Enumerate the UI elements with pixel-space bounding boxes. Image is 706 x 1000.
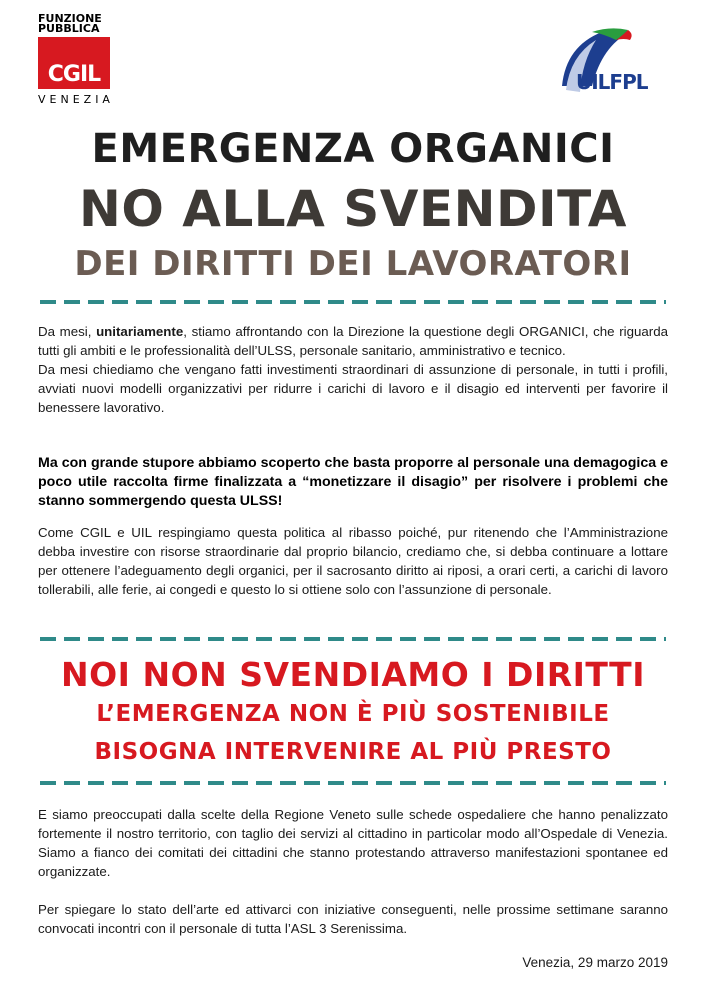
divider-dash xyxy=(256,637,272,641)
divider-dash xyxy=(64,637,80,641)
cgil-logo xyxy=(38,14,112,114)
divider-dash xyxy=(472,637,488,641)
divider-dash xyxy=(256,300,272,304)
divider-dash xyxy=(376,781,392,785)
divider-dash xyxy=(160,781,176,785)
divider-dash xyxy=(136,300,152,304)
divider-dash xyxy=(352,637,368,641)
divider-dash xyxy=(40,300,56,304)
divider-dash xyxy=(544,300,560,304)
divider-dash xyxy=(400,637,416,641)
paragraph-5: Per spiegare lo stato dell’arte ed attivarci con iniziative conseguenti, nelle prossime settimane saranno convocati incontri con il personale di tutta l’ASL 3 Serenissima. xyxy=(38,902,668,936)
divider-dash xyxy=(424,300,440,304)
divider-dash xyxy=(424,781,440,785)
divider-dash xyxy=(136,781,152,785)
divider-dash xyxy=(184,637,200,641)
paragraph-3: Come CGIL e UIL respingiamo questa politica al ribasso poiché, pur ritenendo che l’Amministrazione debba investire con risorse straordinarie dal proprio bilancio, crediamo che, si debba continuare a lottare per ottenere l’adeguamento degli organici, per il sacrosanto diritto ai riposi, a orari certi, a carichi di lavoro tollerabili, alle ferie, ai congedi e questo lo si ottiene solo con l’assunzione di personale. xyxy=(38,525,668,597)
divider-dash xyxy=(424,637,440,641)
paragraph-4: E siamo preoccupati dalla scelte della Regione Veneto sulle schede ospedaliere che hanno penalizzato fortemente il nostro territorio, con taglio dei servizi al cittadino in particolar modo all’Ospedale di Venezia. Siamo a fianco dei comitati dei cittadini che stanno protestando attraverso manifestazioni spontanee ed organizzate. xyxy=(38,807,668,879)
paragraph-1-before: Da mesi, xyxy=(38,324,97,339)
divider-dash xyxy=(64,300,80,304)
divider-dash xyxy=(184,300,200,304)
divider-dash xyxy=(160,637,176,641)
divider-dash xyxy=(448,300,464,304)
divider-dash xyxy=(184,781,200,785)
divider-dash xyxy=(304,637,320,641)
divider-dash xyxy=(352,300,368,304)
divider-dash xyxy=(496,637,512,641)
divider-dash xyxy=(280,637,296,641)
divider-dash xyxy=(472,300,488,304)
divider-dash xyxy=(544,637,560,641)
divider-dash xyxy=(616,637,632,641)
divider-dash xyxy=(400,300,416,304)
divider-dash xyxy=(520,781,536,785)
divider-dash xyxy=(664,300,666,304)
divider-dash xyxy=(472,781,488,785)
divider-dash xyxy=(448,781,464,785)
divider-middle-bottom xyxy=(40,781,666,785)
divider-dash xyxy=(520,300,536,304)
divider-middle-top xyxy=(40,637,666,641)
divider-dash xyxy=(664,781,666,785)
paragraph-2: Ma con grande stupore abbiamo scoperto che basta proporre al personale una demagogica e poco utile raccolta firme finalizzata a “monetizzare il disagio” per risolvere i problemi che stanno sommergendo questa ULSS! xyxy=(38,455,668,509)
divider-dash xyxy=(208,637,224,641)
cgil-logo-name: CGIL xyxy=(47,62,101,87)
divider-dash xyxy=(664,637,666,641)
divider-dash xyxy=(280,300,296,304)
paragraph-1-after: , stiamo affrontando con la Direzione la questione degli ORGANICI, che riguarda tutti gli ambiti e le professionalità dell’ULSS, personale sanitario, amministrativo e tecnico. xyxy=(38,324,668,358)
divider-dash xyxy=(232,781,248,785)
slogan-line1: NOI NON SVENDIAMO I DIRITTI xyxy=(61,655,645,694)
divider-dash xyxy=(448,637,464,641)
uilfpl-logo-name: UILFPL xyxy=(576,70,648,94)
document-date: Venezia, 29 marzo 2019 xyxy=(522,955,668,970)
divider-dash xyxy=(40,637,56,641)
divider-dash xyxy=(520,637,536,641)
divider-dash xyxy=(400,781,416,785)
divider-dash xyxy=(328,637,344,641)
divider-dash xyxy=(280,781,296,785)
cgil-logo-line2: PUBBLICA xyxy=(38,22,100,35)
divider-dash xyxy=(568,637,584,641)
divider-dash xyxy=(136,637,152,641)
divider-dash xyxy=(208,300,224,304)
divider-dash xyxy=(640,637,656,641)
divider-dash xyxy=(64,781,80,785)
divider-dash xyxy=(496,781,512,785)
cgil-logo-city: VENEZIA xyxy=(38,93,114,106)
divider-dash xyxy=(232,300,248,304)
headline-line1: EMERGENZA ORGANICI xyxy=(91,126,615,172)
divider-dash xyxy=(88,637,104,641)
divider-dash xyxy=(112,300,128,304)
divider-top xyxy=(40,300,666,304)
divider-dash xyxy=(592,781,608,785)
divider-dash xyxy=(592,300,608,304)
divider-dash xyxy=(376,300,392,304)
slogan-line2: L’EMERGENZA NON È PIÙ SOSTENIBILE xyxy=(96,701,610,727)
divider-dash xyxy=(232,637,248,641)
divider-dash xyxy=(616,300,632,304)
flag-wave-icon xyxy=(552,26,672,110)
divider-dash xyxy=(352,781,368,785)
divider-dash xyxy=(304,300,320,304)
divider-dash xyxy=(112,637,128,641)
divider-dash xyxy=(544,781,560,785)
divider-dash xyxy=(160,300,176,304)
headline-line3: DEI DIRITTI DEI LAVORATORI xyxy=(74,244,632,284)
divider-dash xyxy=(640,300,656,304)
divider-dash xyxy=(40,781,56,785)
paragraph-1 xyxy=(38,322,668,417)
headline-line2: NO ALLA SVENDITA xyxy=(78,180,627,238)
divider-dash xyxy=(640,781,656,785)
divider-dash xyxy=(496,300,512,304)
divider-dash xyxy=(568,300,584,304)
divider-dash xyxy=(88,781,104,785)
uilfpl-logo xyxy=(552,26,672,110)
cgil-logo-red-block xyxy=(38,37,110,89)
divider-dash xyxy=(304,781,320,785)
paragraph-1-second: Da mesi chiediamo che vengano fatti investimenti straordinari di assunzione di personale, in tutti i profili, avviati nuovi modelli organizzativi per ridurre i carichi di lavoro e il disagio ed interventi per favorire il benessere lavorativo. xyxy=(38,362,668,415)
divider-dash xyxy=(208,781,224,785)
slogan-line3: BISOGNA INTERVENIRE AL PIÙ PRESTO xyxy=(94,739,612,765)
divider-dash xyxy=(88,300,104,304)
divider-dash xyxy=(616,781,632,785)
cgil-logo-line1: FUNZIONE xyxy=(38,12,102,25)
divider-dash xyxy=(568,781,584,785)
paragraph-1-bold: unitariamente xyxy=(96,324,184,339)
divider-dash xyxy=(328,300,344,304)
divider-dash xyxy=(376,637,392,641)
divider-dash xyxy=(592,637,608,641)
divider-dash xyxy=(112,781,128,785)
divider-dash xyxy=(328,781,344,785)
divider-dash xyxy=(256,781,272,785)
